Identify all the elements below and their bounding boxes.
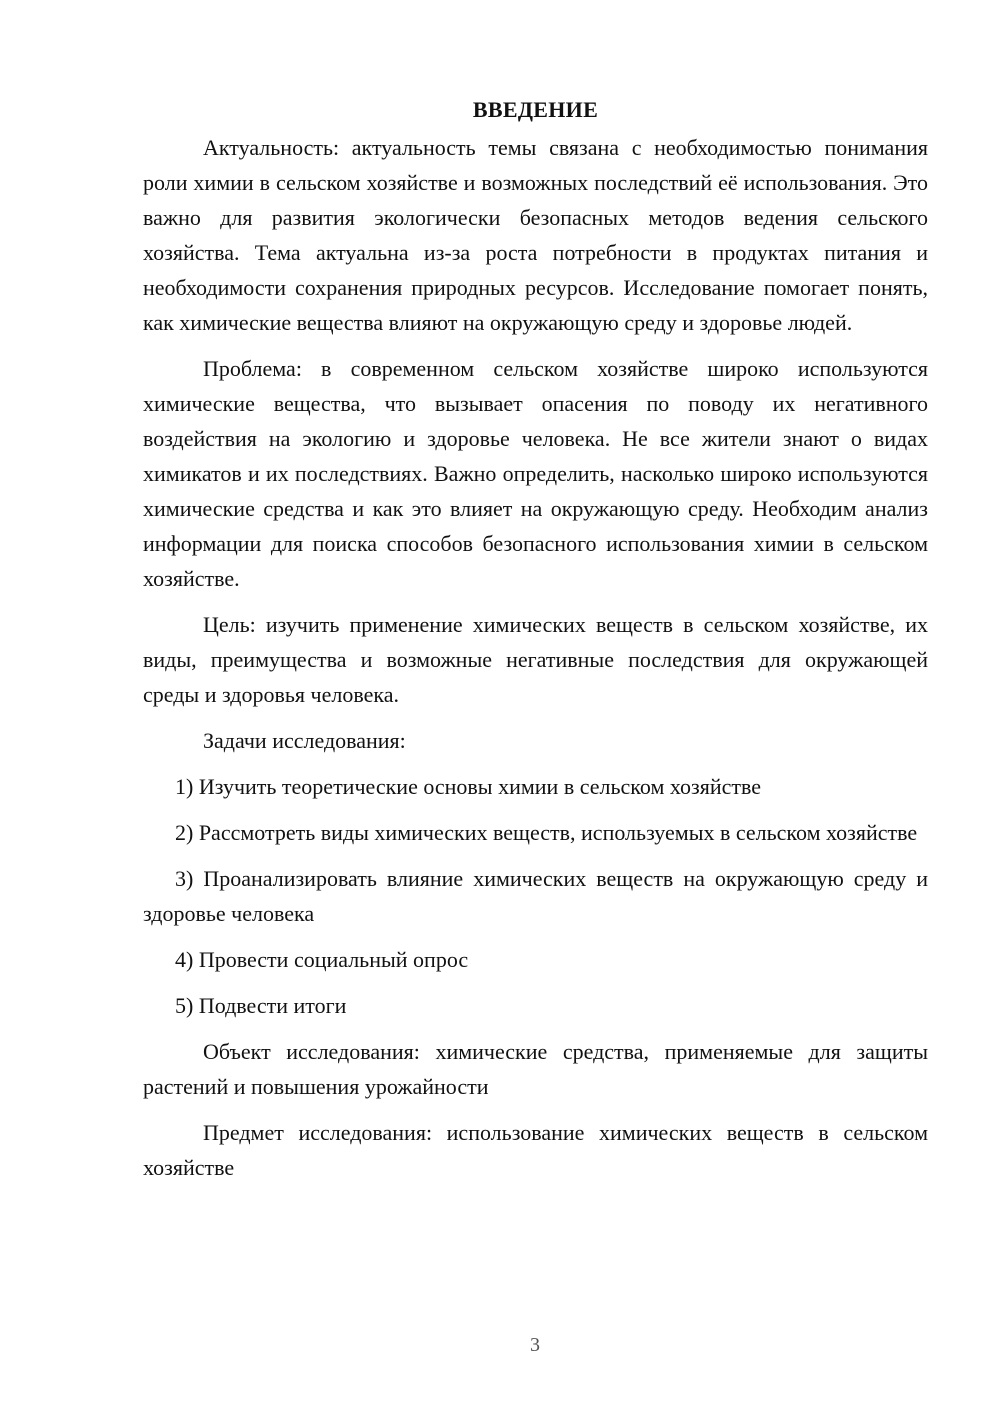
goal-paragraph: Цель: изучить применение химических веществ в сельском хозяйстве, их виды, преимущества и возможные негативные последствия для окружающей среды и здоровья человека.: [143, 612, 928, 707]
problem-paragraph: Проблема: в современном сельском хозяйстве широко используются химические вещества, что вызывает опасения по поводу их негативного воздействия на экологию и здоровье человека. Не все жители знают о видах химикатов и их последствиях. Важно определить, насколько широко используются химические средства и как это влияет на окружающую среду. Необходим анализ информации для поиска способов безопасного использования химии в сельском хозяйстве.: [143, 356, 928, 591]
task-item-4: 4) Провести социальный опрос: [175, 947, 469, 972]
task-item-2: 2) Рассмотреть виды химических веществ, используемых в сельском хозяйстве: [175, 820, 918, 845]
subject-paragraph: Предмет исследования: использование химических веществ в сельском хозяйстве: [143, 1120, 928, 1180]
relevance-paragraph: Актуальность: актуальность темы связана с необходимостью понимания роли химии в сельском хозяйстве и возможных последствий её использования. Это важно для развития экологически безопасных методов ведения сельского хозяйства. Тема актуальна из-за роста потребности в продуктах питания и необходимости сохранения природных ресурсов. Исследование помогает понять, как химические вещества влияют на окружающую среду и здоровье людей.: [143, 135, 928, 335]
section-heading: ВВЕДЕНИЕ: [472, 97, 599, 122]
object-paragraph: Объект исследования: химические средства, применяемые для защиты растений и повышения урожайности: [143, 1039, 928, 1099]
tasks-title: Задачи исследования:: [203, 728, 406, 753]
task-item-5: 5) Подвести итоги: [175, 993, 347, 1018]
task-item-3: 3) Проанализировать влияние химических веществ на окружающую среду и здоровье человека: [143, 866, 928, 926]
page-content: [143, 90, 928, 1185]
page-number: 3: [530, 1334, 540, 1356]
task-item-1: 1) Изучить теоретические основы химии в сельском хозяйстве: [175, 774, 762, 799]
